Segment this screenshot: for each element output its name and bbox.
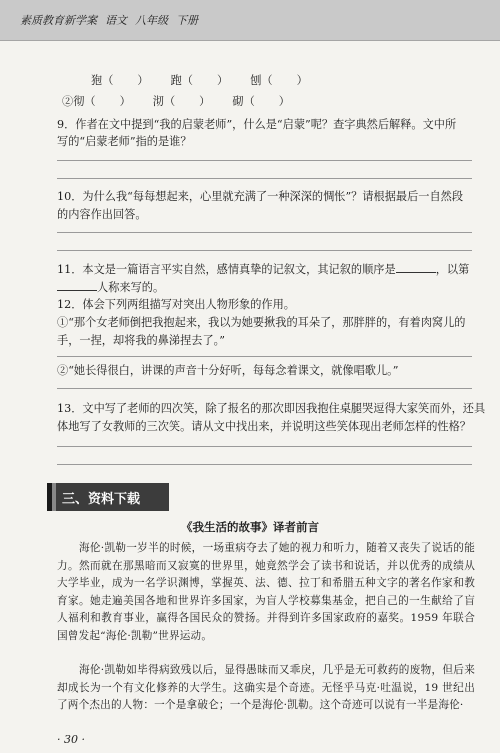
answer-line	[57, 356, 472, 357]
char-cell: 跑（	[170, 74, 193, 87]
header-grade: 八年级	[135, 14, 168, 27]
char-cell: ）	[199, 95, 211, 108]
answer-line	[57, 178, 472, 179]
char-cell: ）	[137, 74, 149, 87]
q13-line2: 体地写了女教师的三次笑。请从文中找出来，并说明这些笑体现出老师怎样的性格？	[57, 420, 471, 433]
q11-text-b: ，以第	[435, 263, 470, 276]
q13-line1: 13．文中写了老师的四次笑，除了报名的那次即因我抱住桌腿哭逗得大家笑而外，还具	[57, 402, 486, 415]
char-cell: ②彻（	[62, 95, 96, 108]
answer-line	[57, 446, 472, 447]
page-number: · 30 ·	[57, 733, 85, 746]
header-volume: 下册	[176, 14, 198, 27]
q10-line2: 的内容作出回答。	[57, 208, 147, 221]
q12-item2: ②“她长得很白，讲课的声音十分好听，每每念着课文，就像唱歌儿。”	[57, 364, 399, 377]
q9-line1: 9．作者在文中提到“我的启蒙老师”，什么是“启蒙”呢？查字典然后解释。文中所	[57, 118, 457, 131]
char-cell: 狍（	[91, 74, 114, 87]
header-subject: 语文	[105, 14, 127, 27]
q11-blank-order[interactable]	[396, 261, 436, 273]
article-title: 《我生活的故事》译者前言	[181, 520, 319, 534]
q12-item1-line1: ①“那个女老师倒把我抱起来，我以为她要揪我的耳朵了，那胖胖的，有着肉窝儿的	[57, 316, 466, 329]
answer-line	[57, 232, 472, 233]
q11-blank-person[interactable]	[57, 279, 97, 291]
char-row-2	[62, 95, 290, 109]
answer-line	[57, 250, 472, 251]
section-heading	[47, 483, 169, 511]
answer-line	[57, 160, 472, 161]
char-row-1	[91, 74, 308, 88]
answer-line	[57, 464, 472, 465]
char-cell: ）	[296, 74, 308, 87]
q9-line2: 写的“启蒙老师”指的是谁？	[57, 135, 192, 148]
char-cell: ）	[119, 95, 131, 108]
answer-line	[57, 388, 472, 389]
char-cell: 砌（	[232, 95, 255, 108]
char-cell: 沏（	[152, 95, 176, 108]
q11-text-a: 11．本文是一篇语言平实自然，感情真挚的记叙文，其记叙的顺序是	[57, 263, 396, 276]
q11-line1	[57, 261, 469, 277]
q10-line1: 10．为什么我“每每想起来，心里就充满了一种深深的惆怅”？请根据最后一自然段	[57, 190, 464, 203]
header-series: 素质教育新学案	[20, 14, 97, 27]
paragraph-2: 海伦·凯勒如毕得病致残以后，显得愚昧而又乖戾，几乎是无可救药的废物，但后来却成长为一个有文化修养的大学生。这确实是个奇迹。无怪乎马克·吐温说，19 世纪出了两个杰出的人物：一个是拿破仑；一个是海伦·凯勒。这个奇迹可以说有一半是海伦·	[57, 664, 475, 711]
q11-text-c: 人称来写的。	[97, 281, 165, 294]
paragraph-1: 海伦·凯勒一岁半的时候，一场重病夺去了她的视力和听力，随着又丧失了说话的能力。然而就在那黑暗而又寂寞的世界里，她竟然学会了读书和说话，并以优秀的成绩从大学毕业，成为一名学识渊博，掌握英、法、德、拉丁和希腊五种文字的著名作家和教育家。她走遍美国各地和世界许多国家，为盲人学校募集基金，把自己的一生献给了盲人福利和教育事业，赢得各国民众的赞扬。并得到许多国家政府的嘉奖。1959 年联合国曾发起“海伦·凯勒”世界运动。	[57, 542, 475, 642]
page-header	[0, 0, 500, 41]
section-bar	[52, 483, 56, 511]
char-cell: ）	[278, 95, 290, 108]
section-heading-text: 三、资料下载	[62, 491, 141, 507]
char-cell: ）	[216, 74, 229, 87]
q12-item1-line2: 手，一捏，却将我的鼻涕捏去了。”	[57, 334, 225, 347]
char-cell: 刨（	[250, 74, 273, 87]
q11-line2	[57, 279, 164, 295]
q12-line: 12．体会下列两组描写对突出人物形象的作用。	[57, 298, 295, 311]
